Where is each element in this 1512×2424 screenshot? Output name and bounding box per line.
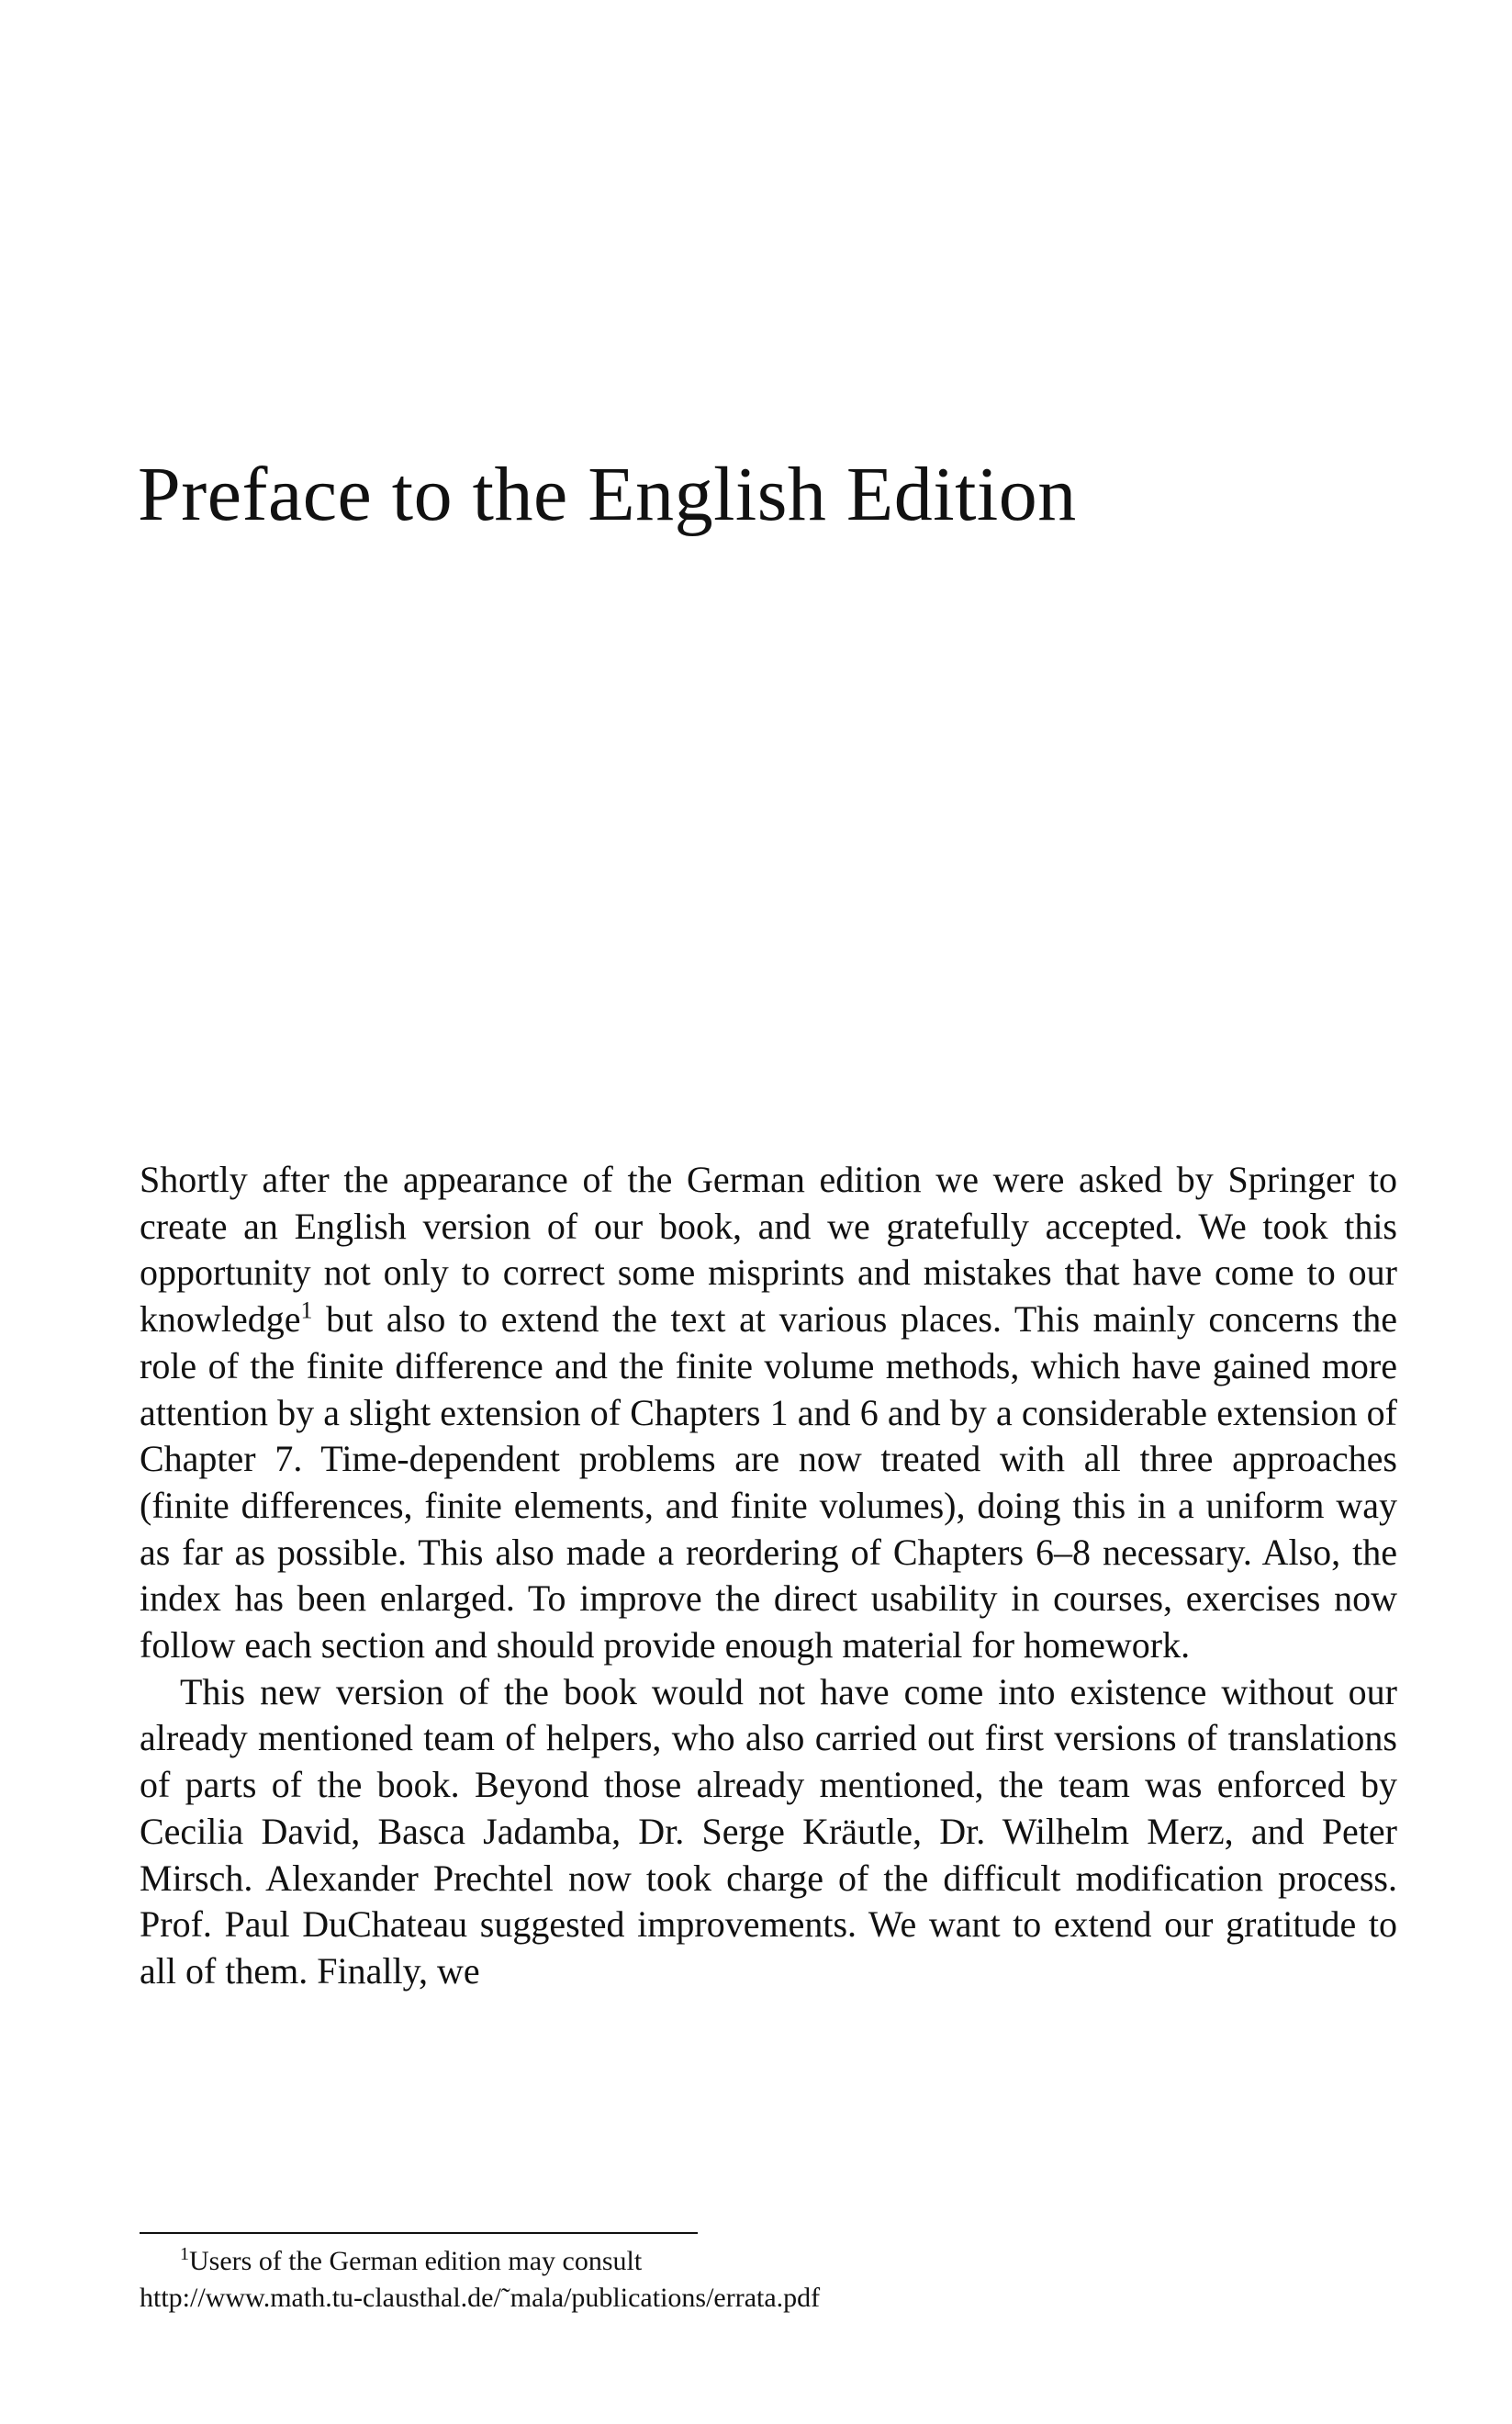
footnote-rule [140,2232,698,2234]
paragraph-1-text-a: Shortly after the appearance of the German edition we were asked by Springer to create an English version of our book, and we gratefully accepted. We took this opportunity not only to correct some misprints and mistakes that have come to our knowledge [140,1159,1397,1341]
footnote-mark: 1 [180,2244,189,2264]
page-title: Preface to the English Edition [138,452,1077,537]
paragraph-1 [140,1157,1397,1669]
footnote-url: http://www.math.tu-clausthal.de/˜mala/publications/errata.pdf [140,2283,821,2313]
paragraph-2: This new version of the book would not have come into existence without our already mentioned team of helpers, who also carried out first versions of translations of parts of the book. Beyond those already mentioned, the team was enforced by Cecilia David, Basca Jadamba, Dr. Serge Kräutle, Dr. Wilhelm Merz, and Peter Mirsch. Alexander Prechtel now took charge of the difficult modification process. Prof. Paul DuChateau suggested improvements. We want to extend our gratitude to all of them. Finally, we [140,1670,1397,1992]
footnote-line [140,2243,1397,2280]
body-text [140,1157,1397,1995]
footnote-reference: 1 [300,1296,313,1324]
footnote [140,2243,1397,2317]
paragraph-1-text-b: but also to extend the text at various places. This mainly concerns the role of the finite difference and the finite volume methods, which have gained more attention by a slight extension of Chapters 1 and 6 and by a considerable extension of Chapter 7. Time-dependent problems are now treated with all three approaches (finite differences, finite elements, and finite volumes), doing this in a uniform way as far as possible. This also made a reordering of Chapters 6–8 necessary. Also, the index has been enlarged. To improve the direct usability in courses, exercises now follow each section and should provide enough material for homework. [140,1298,1397,1666]
footnote-text: Users of the German edition may consult [189,2246,643,2276]
